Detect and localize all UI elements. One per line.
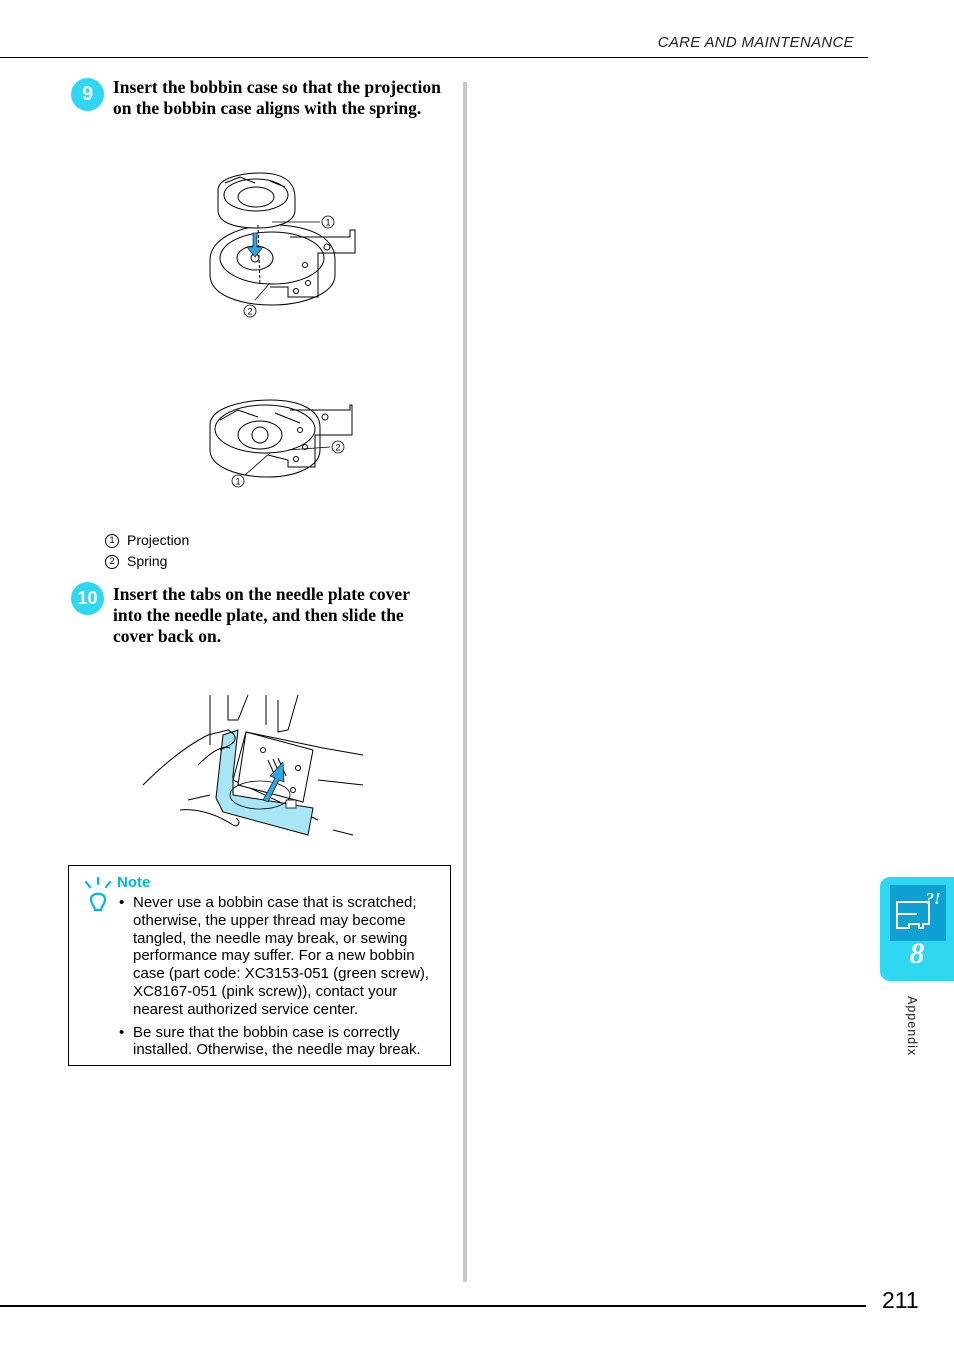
note-list <box>117 894 447 1064</box>
step-10-badge: 10 <box>71 582 104 615</box>
page-number: 211 <box>882 1287 919 1313</box>
sewing-machine-icon <box>889 884 947 942</box>
chapter-tab[interactable] <box>880 877 954 981</box>
callout-1-fig2: 1 <box>235 476 241 487</box>
step-10-text: Insert the tabs on the needle plate cover into the needle plate, and then slide the cover back on. <box>113 584 410 646</box>
legend-item <box>105 551 189 572</box>
footer-rule <box>0 1305 866 1307</box>
step-9-badge: 9 <box>71 78 104 111</box>
bobbin-installed-figure <box>200 395 380 495</box>
chapter-label: Appendix <box>905 996 919 1057</box>
note-lightbulb-icon <box>83 876 113 914</box>
note-box <box>68 865 451 1066</box>
needle-plate-cover-figure <box>138 690 368 840</box>
note-item: • Be sure that the bobbin case is correctly installed. Otherwise, the needle may break. <box>117 1024 447 1060</box>
legend-item <box>105 530 189 551</box>
callout-1: 1 <box>325 217 331 228</box>
callout-2: 2 <box>247 306 253 317</box>
callout-2-fig2: 2 <box>335 442 341 453</box>
note-item: • Never use a bobbin case that is scratched; otherwise, the upper thread may become tangled, the needle may break, or sewing performance may suffer. For a new bobbin case (part code: XC3153-051 (green screw), XC8167-051 (pink screw)), contact your nearest authorized service center. <box>117 894 447 1019</box>
column-divider <box>463 82 467 1282</box>
legend-label: Projection <box>127 532 190 548</box>
legend-number: 2 <box>105 555 119 569</box>
chapter-number: 8 <box>909 937 925 970</box>
running-header: CARE AND MAINTENANCE <box>657 34 854 51</box>
bobbin-insert-figure <box>200 165 380 325</box>
legend-number: 1 <box>105 534 119 548</box>
note-title: Note <box>117 874 151 891</box>
figure-legend <box>105 530 189 572</box>
legend-label: Spring <box>127 553 168 569</box>
tab-icon-text: ?! <box>925 889 941 908</box>
step-9-text: Insert the bobbin case so that the projection on the bobbin case aligns with the spring. <box>113 77 441 118</box>
header-rule <box>0 57 868 58</box>
